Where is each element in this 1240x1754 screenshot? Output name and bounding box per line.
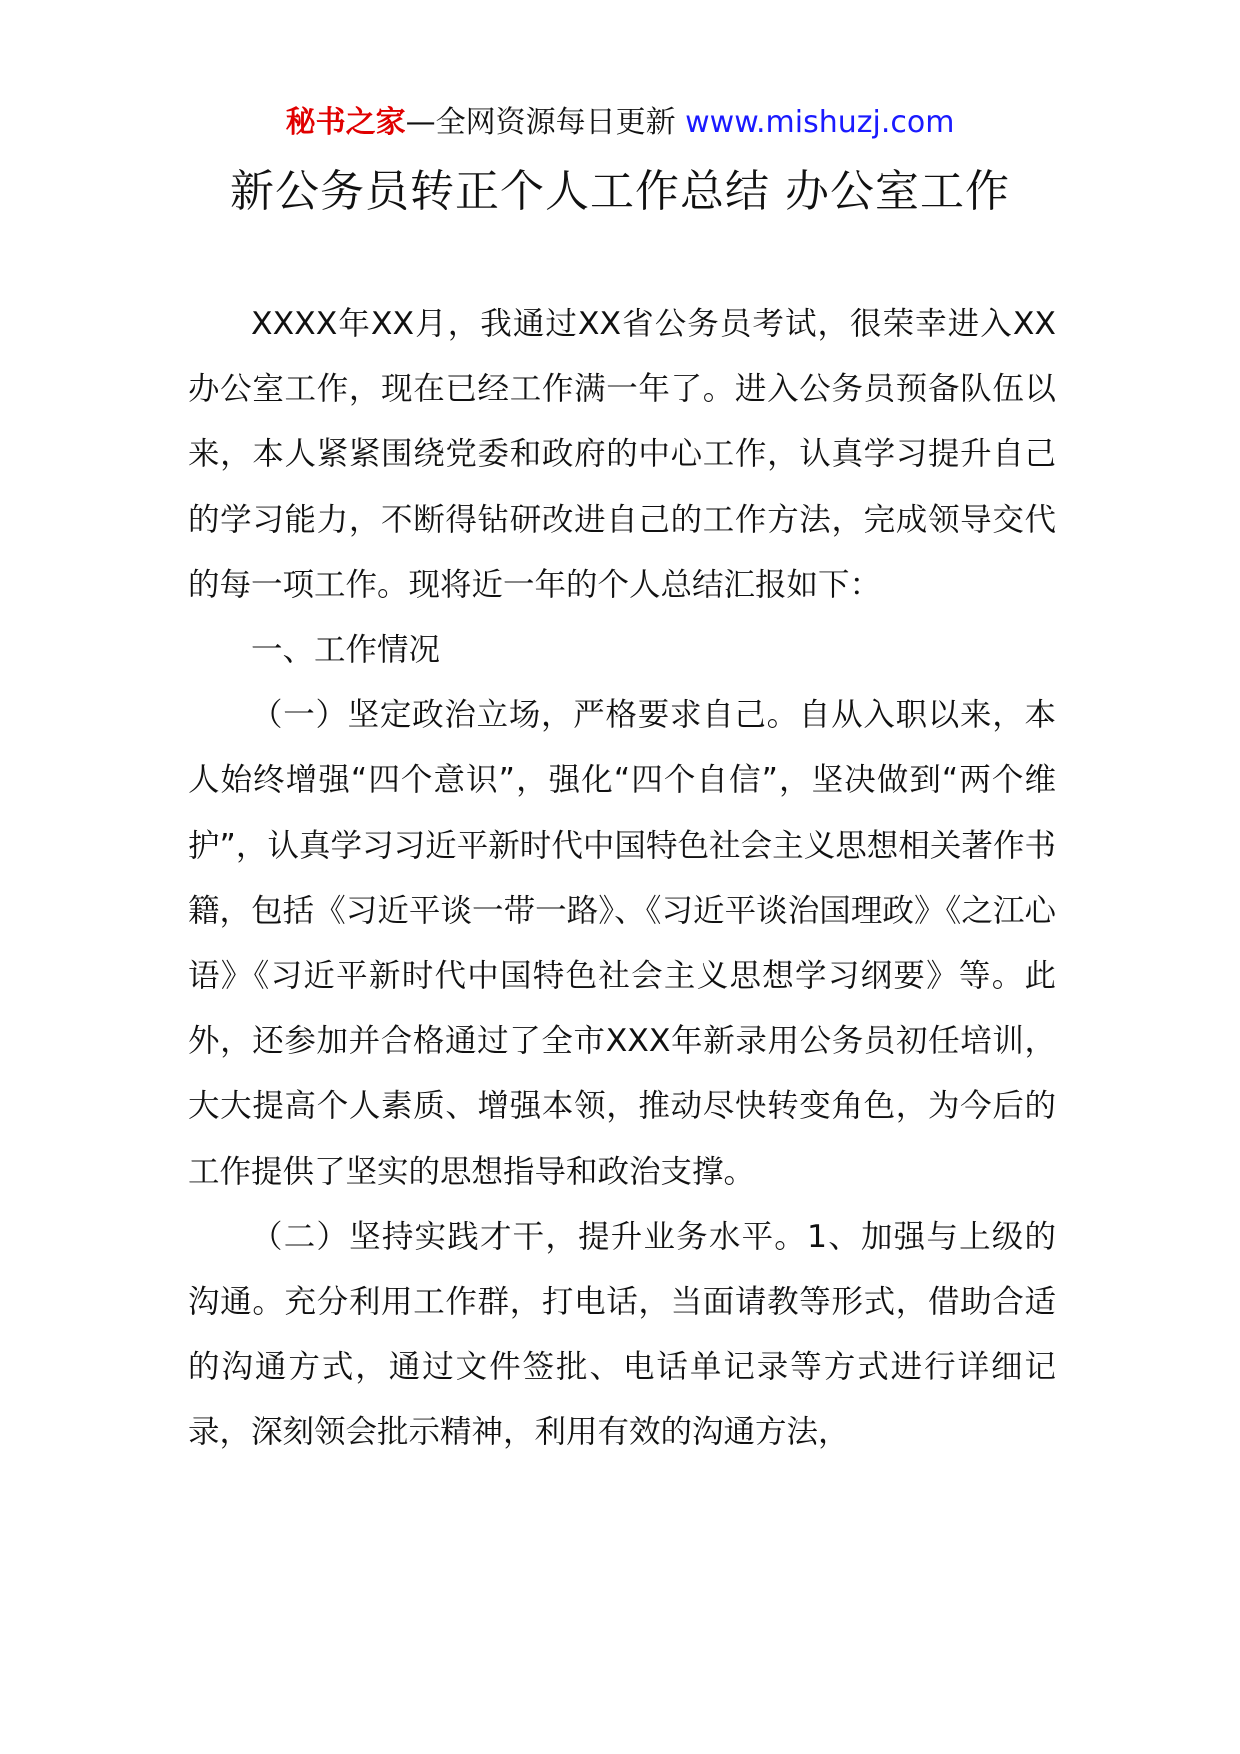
brand-name: 秘书之家 [285, 105, 406, 140]
paragraph-intro: XXXX年XX月，我通过XX省公务员考试，很荣幸进入XX办公室工作，现在已经工作满一年了。进入公务员预备队伍以来，本人紧紧围绕党委和政府的中心工作，认真学习提升自己的学习能力，不断得钻研改进自己的工作方法，完成领导交代的每一项工作。现将近一年的个人总结汇报如下： [188, 306, 1056, 603]
document-body [188, 292, 1056, 1466]
site-url-link[interactable]: www.mishuzj.com [685, 105, 955, 140]
section-heading-work-status: 一、工作情况 [251, 632, 441, 669]
site-header [0, 100, 1240, 146]
header-slogan: —全网资源每日更新 [405, 105, 686, 140]
document-title: 新公务员转正个人工作总结 办公室工作 [230, 166, 1010, 217]
paragraph-practical-skills: （二）坚持实践才干，提升业务水平。1、加强与上级的沟通。充分利用工作群，打电话，当面请教等形式，借助合适的沟通方式，通过文件签批、电话单记录等方式进行详细记录，深刻领会批示精神，利用有效的沟通方法， [188, 1218, 1056, 1451]
paragraph-political-stance: （一）坚定政治立场，严格要求自己。自从入职以来，本人始终增强“四个意识”，强化“四个自信”，坚决做到“两个维护”，认真学习习近平新时代中国特色社会主义思想相关著作书籍，包括《习近平谈一带一路》、《习近平谈治国理政》《之江心语》《习近平新时代中国特色社会主义思想学习纲要》等。此外，还参加并合格通过了全市XXX年新录用公务员初任培训，大大提高个人素质、增强本领，推动尽快转变角色，为今后的工作提供了坚实的思想指导和政治支撑。 [188, 697, 1056, 1190]
